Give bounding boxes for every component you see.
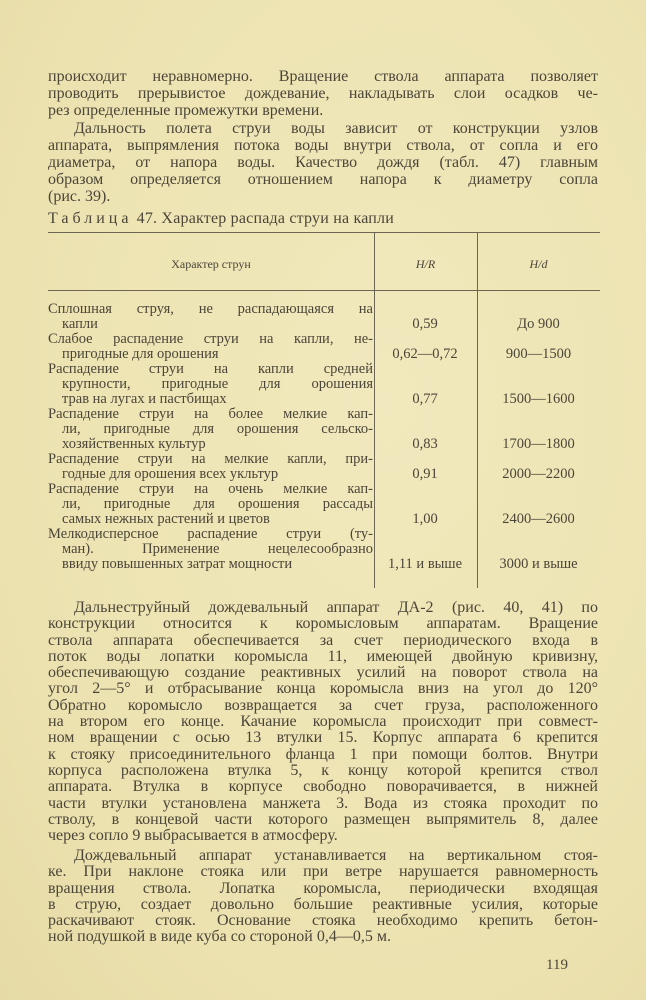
table-top-rule	[48, 232, 600, 233]
text-line: аппарата. Втулка в корпусе свободно поворачивается, в нижней	[48, 778, 598, 796]
description-line: трав на лугах и пастбищах	[62, 391, 227, 407]
paragraph-4	[48, 848, 598, 946]
text-line: Дождевальный аппарат устанавливается на вертикальном стоя-	[74, 847, 598, 864]
table-row	[48, 452, 600, 482]
text-line: (рис. 39).	[48, 188, 111, 206]
description-line: Распадение струи на очень мелкие кап-	[48, 481, 373, 497]
text-line: ной подушкой в виде куба со стороной 0,4—0,5 м.	[48, 928, 391, 946]
table-row	[48, 302, 600, 332]
description-line: самых нежных растений и цветов	[62, 511, 270, 527]
cell-h-r: 1,11 и выше	[387, 556, 463, 572]
paragraph-2	[48, 120, 598, 206]
header-h-r: H/R	[415, 257, 436, 271]
row-description	[48, 452, 373, 482]
cell-h-r: 0,77	[412, 391, 438, 407]
table-body	[48, 302, 600, 572]
row-description	[48, 302, 373, 332]
description-line: крупности, пригодные для орошения	[62, 376, 373, 392]
cell-h-r: 1,00	[412, 511, 438, 527]
text-line: корпуса расположена втулка 5, к концу которой крепится ствол	[48, 761, 598, 779]
text-line: угол 2—5° и отбрасывание конца коромысла вниз на угол до 120°	[48, 680, 598, 698]
text-line: ном вращении с осью 13 втулки 15. Корпус аппарата 6 крепится	[48, 729, 598, 747]
header-character: Характер струн	[171, 257, 251, 271]
text-line: вращения ствола. Лопатка коромысла, периодически входящая	[48, 879, 598, 897]
text-line: происходит неравномерно. Вращение ствола аппарата позволяет	[48, 68, 598, 85]
description-line: Распадение струи на более мелкие кап-	[48, 406, 373, 422]
description-line: ман). Применение нецелесообразно	[62, 541, 373, 557]
row-description	[48, 362, 373, 407]
text-line: аппарата, выпрямления потока воды внутри ствола, от сопла и его	[48, 136, 598, 154]
table-header-rule	[48, 290, 600, 291]
text-line: в струю, создает довольно большие реактивные усилия, которые	[48, 895, 598, 913]
text-line: на втором его конце. Качание коромысла происходит при совмест-	[48, 713, 598, 731]
text-line: образом определяется отношением напора к диаметру сопла	[48, 171, 598, 189]
page-number: 119	[546, 957, 568, 973]
cell-h-d: 900—1500	[505, 346, 572, 362]
cell-h-d: До 900	[517, 316, 560, 332]
text-line: стволу, в концевой части которого размещен выпрямитель 8, далее	[48, 810, 598, 828]
text-line: через сопло 9 выбрасывается в атмосферу.	[48, 827, 338, 845]
table-caption	[48, 210, 394, 228]
text-line: Обратно коромысло возвращается за счет груза, расположенного	[48, 696, 598, 714]
row-description	[48, 482, 373, 527]
cell-h-d: 2000—2200	[502, 466, 575, 482]
text-line: раскачивают стояк. Основание стояка необходимо крепить бетон-	[48, 912, 598, 930]
description-line: Слабое распадение струи на капли, не-	[48, 331, 373, 347]
text-line: к стояку присоединительного фланца 1 при помощи болтов. Внутри	[48, 745, 598, 763]
text-line: Дальнеструйный дождевальный аппарат ДА-2 (рис. 40, 41) по	[74, 599, 598, 616]
description-line: Мелкодисперсное распадение струи (ту-	[48, 526, 373, 542]
paragraph-3	[48, 600, 598, 844]
text-line: ке. При наклоне стояка или при ветре нарушается равномерность	[48, 863, 598, 881]
text-line: части втулки установлена манжета 3. Вода из стояка проходит по	[48, 794, 598, 812]
text-line: рез определенные промежутки времени.	[48, 102, 324, 120]
text-line: ствола аппарата обеспечивается за счет периодического входа в	[48, 631, 598, 649]
text-line: Дальность полета струи воды зависит от конструкции узлов	[74, 119, 598, 137]
description-line: капли	[62, 316, 98, 332]
cell-h-d: 2400—2600	[502, 511, 575, 527]
table-row	[48, 407, 600, 452]
description-line: хозяйственных культур	[62, 436, 206, 452]
cell-h-r: 0,83	[412, 436, 438, 452]
description-line: ли, пригодные для орошения рассады	[62, 496, 373, 512]
description-line: Распадение струи на капли средней	[48, 361, 373, 377]
table-row	[48, 527, 600, 572]
cell-h-r: 0,59	[412, 316, 438, 332]
cell-h-r: 0,62—0,72	[392, 346, 458, 362]
text-line: обеспечивающую создание реактивных усилий на поворот ствола на	[48, 664, 598, 682]
table-caption-prefix: Таблица	[48, 210, 133, 227]
row-description	[48, 332, 373, 362]
table-row	[48, 332, 600, 362]
text-line: конструкции относится к коромысловым аппаратам. Вращение	[48, 615, 598, 633]
description-line: пригодные для орошения	[62, 346, 219, 362]
cell-h-d: 1500—1600	[502, 391, 575, 407]
paragraph-1	[48, 68, 598, 120]
description-line: Распадение струи на мелкие капли, при-	[48, 451, 373, 467]
cell-h-d: 1700—1800	[502, 436, 575, 452]
text-line: диаметра, от напора воды. Качество дождя (табл. 47) главным	[48, 153, 598, 171]
description-line: ввиду повышенных затрат мощности	[62, 556, 293, 572]
cell-h-d: 3000 и выше	[499, 556, 578, 572]
text-line: поток воды лопатки коромысла 11, имеющей двойную кривизну,	[48, 647, 598, 665]
table-caption-title: 47. Характер распада струи на капли	[132, 210, 394, 227]
description-line: годные для орошения всех укльтур	[62, 466, 279, 482]
cell-h-r: 0,91	[412, 466, 438, 482]
table-row	[48, 482, 600, 527]
description-line: Сплошная струя, не распадающаяся на	[48, 301, 373, 317]
description-line: ли, пригодные для орошения сельско-	[62, 421, 373, 437]
row-description	[48, 527, 373, 572]
text-line: проводить прерывистое дождевание, накладывать слои осадков че-	[48, 85, 598, 103]
header-h-d: H/d	[529, 257, 548, 271]
table-row	[48, 362, 600, 407]
row-description	[48, 407, 373, 452]
